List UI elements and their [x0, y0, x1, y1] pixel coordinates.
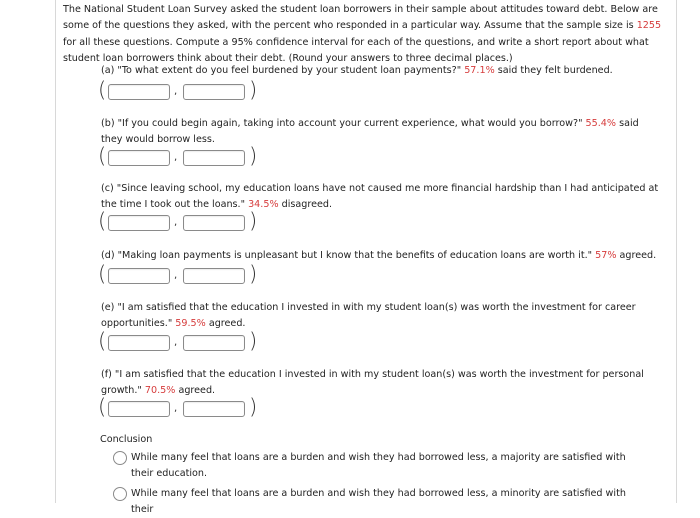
open-paren: ( [98, 78, 107, 102]
ci-c [98, 211, 268, 233]
question-percent: 59.5% [175, 318, 206, 329]
question-suffix: agreed. [616, 250, 657, 261]
problem-statement [63, 2, 673, 67]
question-suffix: disagreed. [278, 199, 333, 210]
question-c [101, 181, 661, 213]
question-text: (b) "If you could begin again, taking into account your current experience, what would you borrow?" [101, 118, 586, 129]
close-paren: ) [249, 144, 258, 168]
question-percent: 57% [595, 250, 617, 261]
ci-f-upper-input[interactable] [183, 401, 245, 417]
question-percent: 57.1% [464, 65, 495, 76]
ci-b-lower-input[interactable] [108, 150, 170, 166]
close-paren: ) [249, 262, 258, 286]
option-label: While many feel that loans are a burden and wish they had borrowed less, a minority are satisfied with their [131, 488, 626, 515]
question-percent: 34.5% [248, 199, 279, 210]
open-paren: ( [98, 329, 107, 353]
question-suffix: agreed. [175, 385, 216, 396]
ci-e-lower-input[interactable] [108, 335, 170, 351]
question-suffix: said they felt burdened. [494, 65, 613, 76]
close-paren: ) [249, 209, 258, 233]
comma: , [174, 86, 178, 97]
question-d [101, 248, 661, 264]
question-text: (f) "I am satisfied that the education I invested in with my student loan(s) was worth the investment for personal growth." [101, 369, 644, 396]
ci-e [98, 331, 268, 353]
question-text: (c) "Since leaving school, my education loans have not caused me more financial hardship than I had anticipated at the time I took out the loans." [101, 183, 659, 210]
sample-size: 1255 [636, 20, 662, 32]
question-text: (a) "To what extent do you feel burdened by your student loan payments?" [101, 65, 465, 76]
open-paren: ( [98, 395, 107, 419]
intro-text-1: The National Student Loan Survey asked the student loan borrowers in their sample about attitudes toward debt. Below are some of the questions they asked, with the percent who responded in a particular way. Assume that the sample size is [63, 4, 658, 32]
close-paren: ) [249, 78, 258, 102]
ci-d-upper-input[interactable] [183, 268, 245, 284]
ci-e-upper-input[interactable] [183, 335, 245, 351]
comma: , [174, 403, 178, 414]
open-paren: ( [98, 144, 107, 168]
close-paren: ) [249, 329, 258, 353]
ci-a-upper-input[interactable] [183, 84, 245, 100]
close-paren: ) [249, 395, 258, 419]
open-paren: ( [98, 262, 107, 286]
ci-b [98, 146, 268, 168]
intro-text-2: for all these questions. Compute a 95% confidence interval for each of the questions, and write a short report about what student loan borrowers think about their debt. (Round your answers to three decimal places.) [63, 36, 649, 64]
comma: , [174, 152, 178, 163]
ci-a-lower-input[interactable] [108, 84, 170, 100]
question-text: (d) "Making loan payments is unpleasant but I know that the benefits of education loans are worth it." [101, 250, 596, 261]
ci-b-upper-input[interactable] [183, 150, 245, 166]
question-f [101, 367, 661, 399]
question-text: (e) "I am satisfied that the education I invested in with my student loan(s) was worth the investment for career opportunities." [101, 302, 636, 329]
open-paren: ( [98, 209, 107, 233]
conclusion-label: Conclusion [100, 434, 153, 445]
question-percent: 70.5% [144, 385, 176, 396]
radio-button[interactable] [113, 487, 127, 501]
ci-c-upper-input[interactable] [183, 215, 245, 231]
question-suffix: said they would borrow less. [101, 118, 639, 145]
ci-a [98, 80, 268, 102]
question-e [101, 300, 661, 332]
question-a [101, 63, 661, 79]
ci-f-lower-input[interactable] [108, 401, 170, 417]
comma: , [174, 337, 178, 348]
question-percent: 55.4% [585, 118, 617, 129]
ci-f [98, 397, 268, 419]
comma: , [174, 217, 178, 228]
ci-c-lower-input[interactable] [108, 215, 170, 231]
question-suffix: agreed. [205, 318, 246, 329]
ci-d-lower-input[interactable] [108, 268, 170, 284]
radio-button[interactable] [113, 451, 127, 465]
option-label: While many feel that loans are a burden and wish they had borrowed less, a majority are satisfied with their education. [131, 452, 626, 479]
question-b [101, 116, 661, 148]
comma: , [174, 270, 178, 281]
ci-d [98, 264, 268, 286]
